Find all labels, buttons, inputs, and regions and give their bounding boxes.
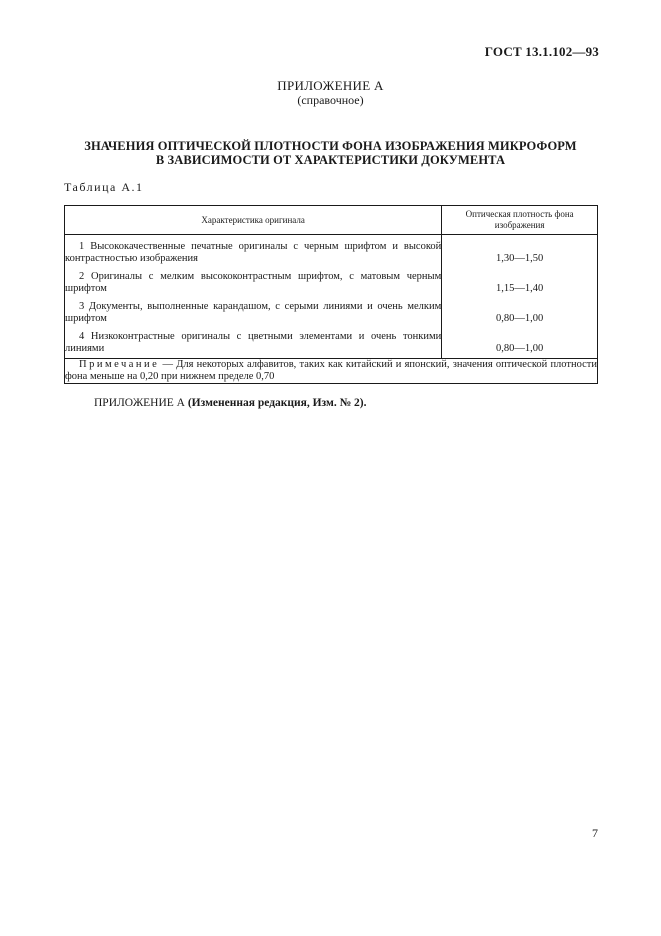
header-optical-density: Оптическая плотность фона изображения <box>442 206 598 235</box>
table-row <box>65 265 598 295</box>
row-characteristic: 1 Высококачественные печатные оригиналы с черным шрифтом и высокой контрастностью изображения <box>65 235 442 266</box>
main-title-line-2: В ЗАВИСИМОСТИ ОТ ХАРАКТЕРИСТИКИ ДОКУМЕНТА <box>155 153 506 167</box>
note-label: Примечание <box>79 359 160 370</box>
page-number: 7 <box>592 826 598 840</box>
row-density: 1,15—1,40 <box>442 265 598 295</box>
change-note-prefix: ПРИЛОЖЕНИЕ А <box>94 397 188 409</box>
row-density: 0,80—1,00 <box>442 325 598 359</box>
row-characteristic: 3 Документы, выполненные карандашом, с серыми линиями и очень мелким шрифтом <box>65 295 442 325</box>
table-note <box>65 359 598 384</box>
table-row <box>65 325 598 359</box>
note-text: — Для некоторых алфавитов, таких как китайский и японский, значения оптической плотности фона меньше на 0,20 при нижнем пределе 0,70 <box>65 359 597 382</box>
change-note <box>94 397 366 409</box>
table-caption: Таблица А.1 <box>64 180 144 194</box>
change-note-revision: (Измененная редакция, Изм. № 2). <box>187 397 367 409</box>
document-code: ГОСТ 13.1.102—93 <box>484 44 599 59</box>
header-characteristic: Характеристика оригинала <box>65 206 442 235</box>
row-characteristic: 2 Оригиналы с мелким высококонтрастным шрифтом, с матовым черным шрифтом <box>65 265 442 295</box>
density-table <box>64 205 598 384</box>
row-characteristic: 4 Низкоконтрастные оригиналы с цветными элементами и очень тонкими линиями <box>65 325 442 359</box>
table-row <box>65 295 598 325</box>
row-density: 1,30—1,50 <box>442 235 598 266</box>
main-title-line-1: ЗНАЧЕНИЯ ОПТИЧЕСКОЙ ПЛОТНОСТИ ФОНА ИЗОБРАЖЕНИЯ МИКРОФОРМ <box>84 139 577 153</box>
appendix-subtitle: (справочное) <box>297 93 364 107</box>
row-density: 0,80—1,00 <box>442 295 598 325</box>
table-note-row <box>65 359 598 384</box>
table-header-row <box>65 206 598 235</box>
appendix-title: ПРИЛОЖЕНИЕ А <box>277 78 384 93</box>
main-title <box>60 139 601 167</box>
table-row <box>65 235 598 266</box>
